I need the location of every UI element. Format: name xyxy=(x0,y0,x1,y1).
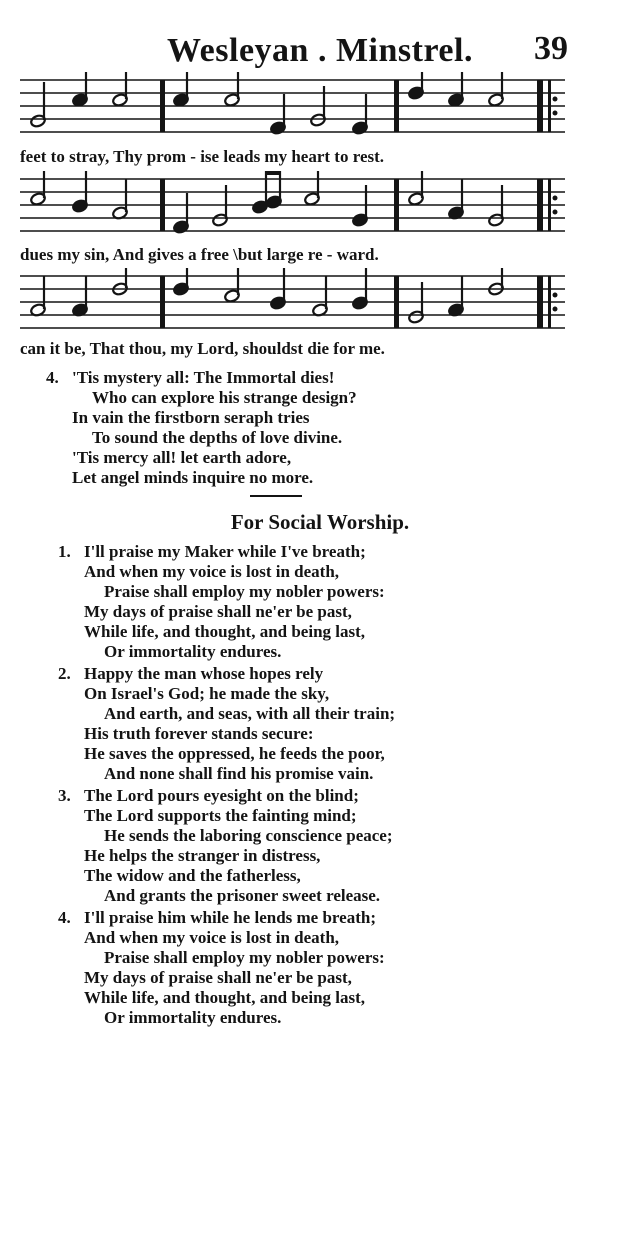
music-lyric-1: feet to stray, Thy prom - ise leads my heart to rest. xyxy=(20,147,385,166)
stanza-line: And grants the prisoner sweet release. xyxy=(104,886,381,905)
stanza-line: Happy the man whose hopes rely xyxy=(84,664,324,683)
verse-line: To sound the depths of love divine. xyxy=(92,428,343,447)
stanza-line: Or immortality endures. xyxy=(104,642,282,661)
stanza-line: I'll praise my Maker while I've breath; xyxy=(84,542,366,561)
stanza-line: And when my voice is lost in death, xyxy=(84,562,340,581)
stanza-line: Praise shall employ my nobler powers: xyxy=(104,948,385,967)
stanza-line: Or immortality endures. xyxy=(104,1008,282,1027)
stanza-line: He helps the stranger in distress, xyxy=(84,846,321,865)
stanza-line: And when my voice is lost in death, xyxy=(84,928,340,947)
music-lyric-2: dues my sin, And gives a free \but large re - ward. xyxy=(20,245,379,264)
staff-1-notation xyxy=(20,72,570,142)
stanza-line: He saves the oppressed, he feeds the poor, xyxy=(84,744,385,763)
verse-line: Who can explore his strange design? xyxy=(92,388,357,407)
stanza-line: And none shall find his promise vain. xyxy=(104,764,374,783)
stanza-line: While life, and thought, and being last, xyxy=(84,622,366,641)
verse-line: 'Tis mystery all: The Immortal dies! xyxy=(72,368,335,387)
stanza-number: 3. xyxy=(58,786,71,805)
stanza-line: Praise shall employ my nobler powers: xyxy=(104,582,385,601)
verse-line: In vain the firstborn seraph tries xyxy=(72,408,310,427)
running-title: Wesleyan . Minstrel. xyxy=(167,32,473,69)
music-lyric-3: can it be, That thou, my Lord, shouldst die for me. xyxy=(20,339,385,358)
verse-number: 4. xyxy=(46,368,59,387)
stanza-line: On Israel's God; he made the sky, xyxy=(84,684,330,703)
stanza-number: 4. xyxy=(58,908,71,927)
stanza-line: He sends the laboring conscience peace; xyxy=(104,826,393,845)
music-staff-2 xyxy=(20,171,570,241)
staff-3-notation xyxy=(20,268,570,338)
section-title: For Social Worship. xyxy=(230,510,410,534)
page-number: 39 xyxy=(534,30,568,67)
verse-line: Let angel minds inquire no more. xyxy=(72,468,314,487)
stanza-line: While life, and thought, and being last, xyxy=(84,988,366,1007)
section-divider xyxy=(250,495,302,497)
staff-2-notation xyxy=(20,171,570,241)
verse-line: 'Tis mercy all! let earth adore, xyxy=(72,448,292,467)
stanza-line: And earth, and seas, with all their train; xyxy=(104,704,396,723)
music-staff-3 xyxy=(20,268,570,338)
stanza-line: The widow and the fatherless, xyxy=(84,866,301,885)
music-staff-1 xyxy=(20,72,570,142)
stanza-line: The Lord supports the fainting mind; xyxy=(84,806,357,825)
stanza-line: The Lord pours eyesight on the blind; xyxy=(84,786,359,805)
stanza-number: 1. xyxy=(58,542,71,561)
stanza-line: His truth forever stands secure: xyxy=(84,724,314,743)
stanza-line: I'll praise him while he lends me breath; xyxy=(84,908,376,927)
stanza-line: My days of praise shall ne'er be past, xyxy=(84,602,352,621)
stanza-number: 2. xyxy=(58,664,71,683)
stanza-line: My days of praise shall ne'er be past, xyxy=(84,968,352,987)
page-header xyxy=(0,28,640,78)
